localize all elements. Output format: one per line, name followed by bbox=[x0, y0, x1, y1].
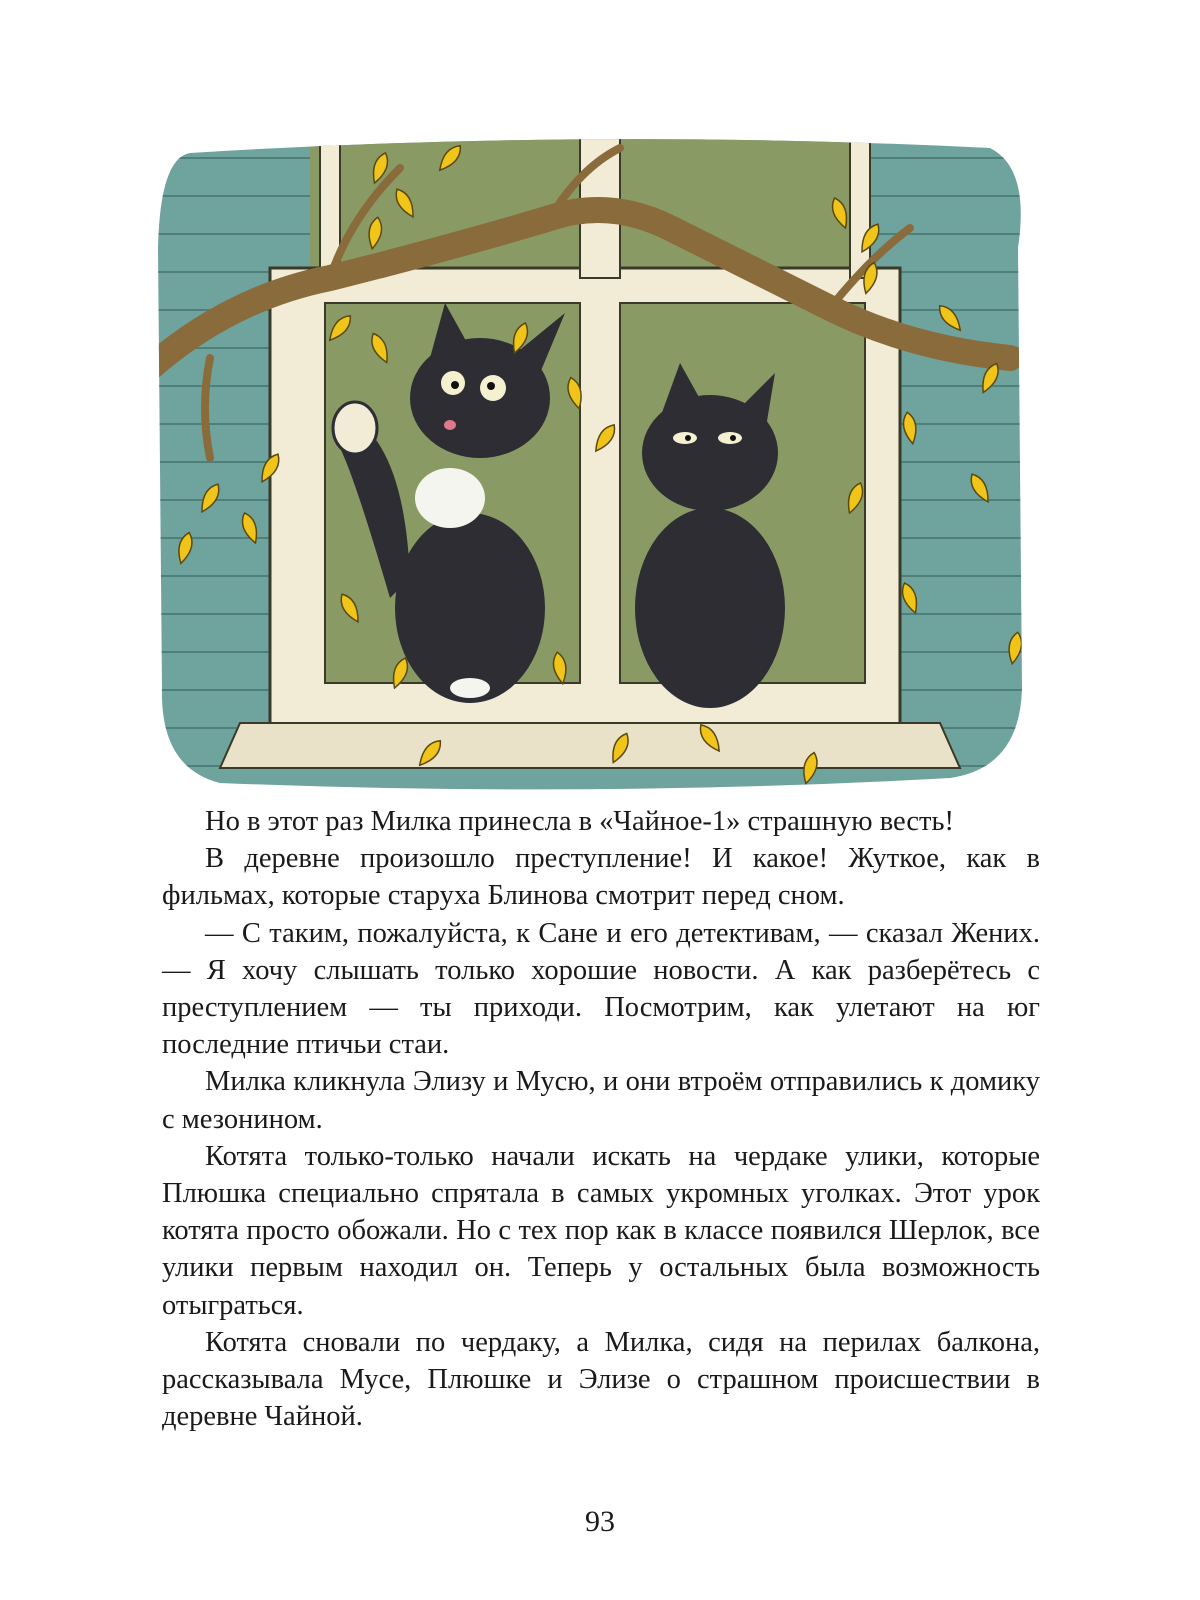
story-text bbox=[162, 803, 1040, 1435]
paragraph-3: — С таким, пожалуйста, к Сане и его детективам, — сказал Жених. — Я хочу слышать только хорошие новости. А как разберётесь с преступлением — ты приходи. Посмотрим, как улетают на юг последние птичьи стаи. bbox=[162, 917, 1040, 1061]
paragraph-5: Котята только-только начали искать на чердаке улики, которые Плюшка специально спрятала в самых укромных уголках. Этот урок котята просто обожали. Но с тех пор как в классе появился Шерлок, все улики первым находил он. Теперь у остальных была возможность отыграться. bbox=[162, 1140, 1040, 1321]
window-sill bbox=[220, 723, 960, 768]
paragraph-6: Котята сновали по чердаку, а Милка, сидя на перилах балкона, рассказывала Мусе, Плюшке и Элизе о страшном происшествии в деревне Чайной. bbox=[162, 1326, 1040, 1433]
window-top-frame-right bbox=[850, 128, 870, 278]
page-number: 93 bbox=[585, 1505, 615, 1538]
paragraph-1: Но в этот раз Милка принесла в «Чайное-1» страшную весть! bbox=[205, 806, 954, 837]
paragraph-4: Милка кликнула Элизу и Мусю, и они втроём отправились к домику с мезонином. bbox=[162, 1066, 1040, 1135]
paragraph-2: В деревне произошло преступление! И какое! Жуткое, как в фильмах, которые старуха Блинова смотрит перед сном. bbox=[162, 843, 1040, 912]
cats-in-window-illustration bbox=[150, 128, 1030, 793]
